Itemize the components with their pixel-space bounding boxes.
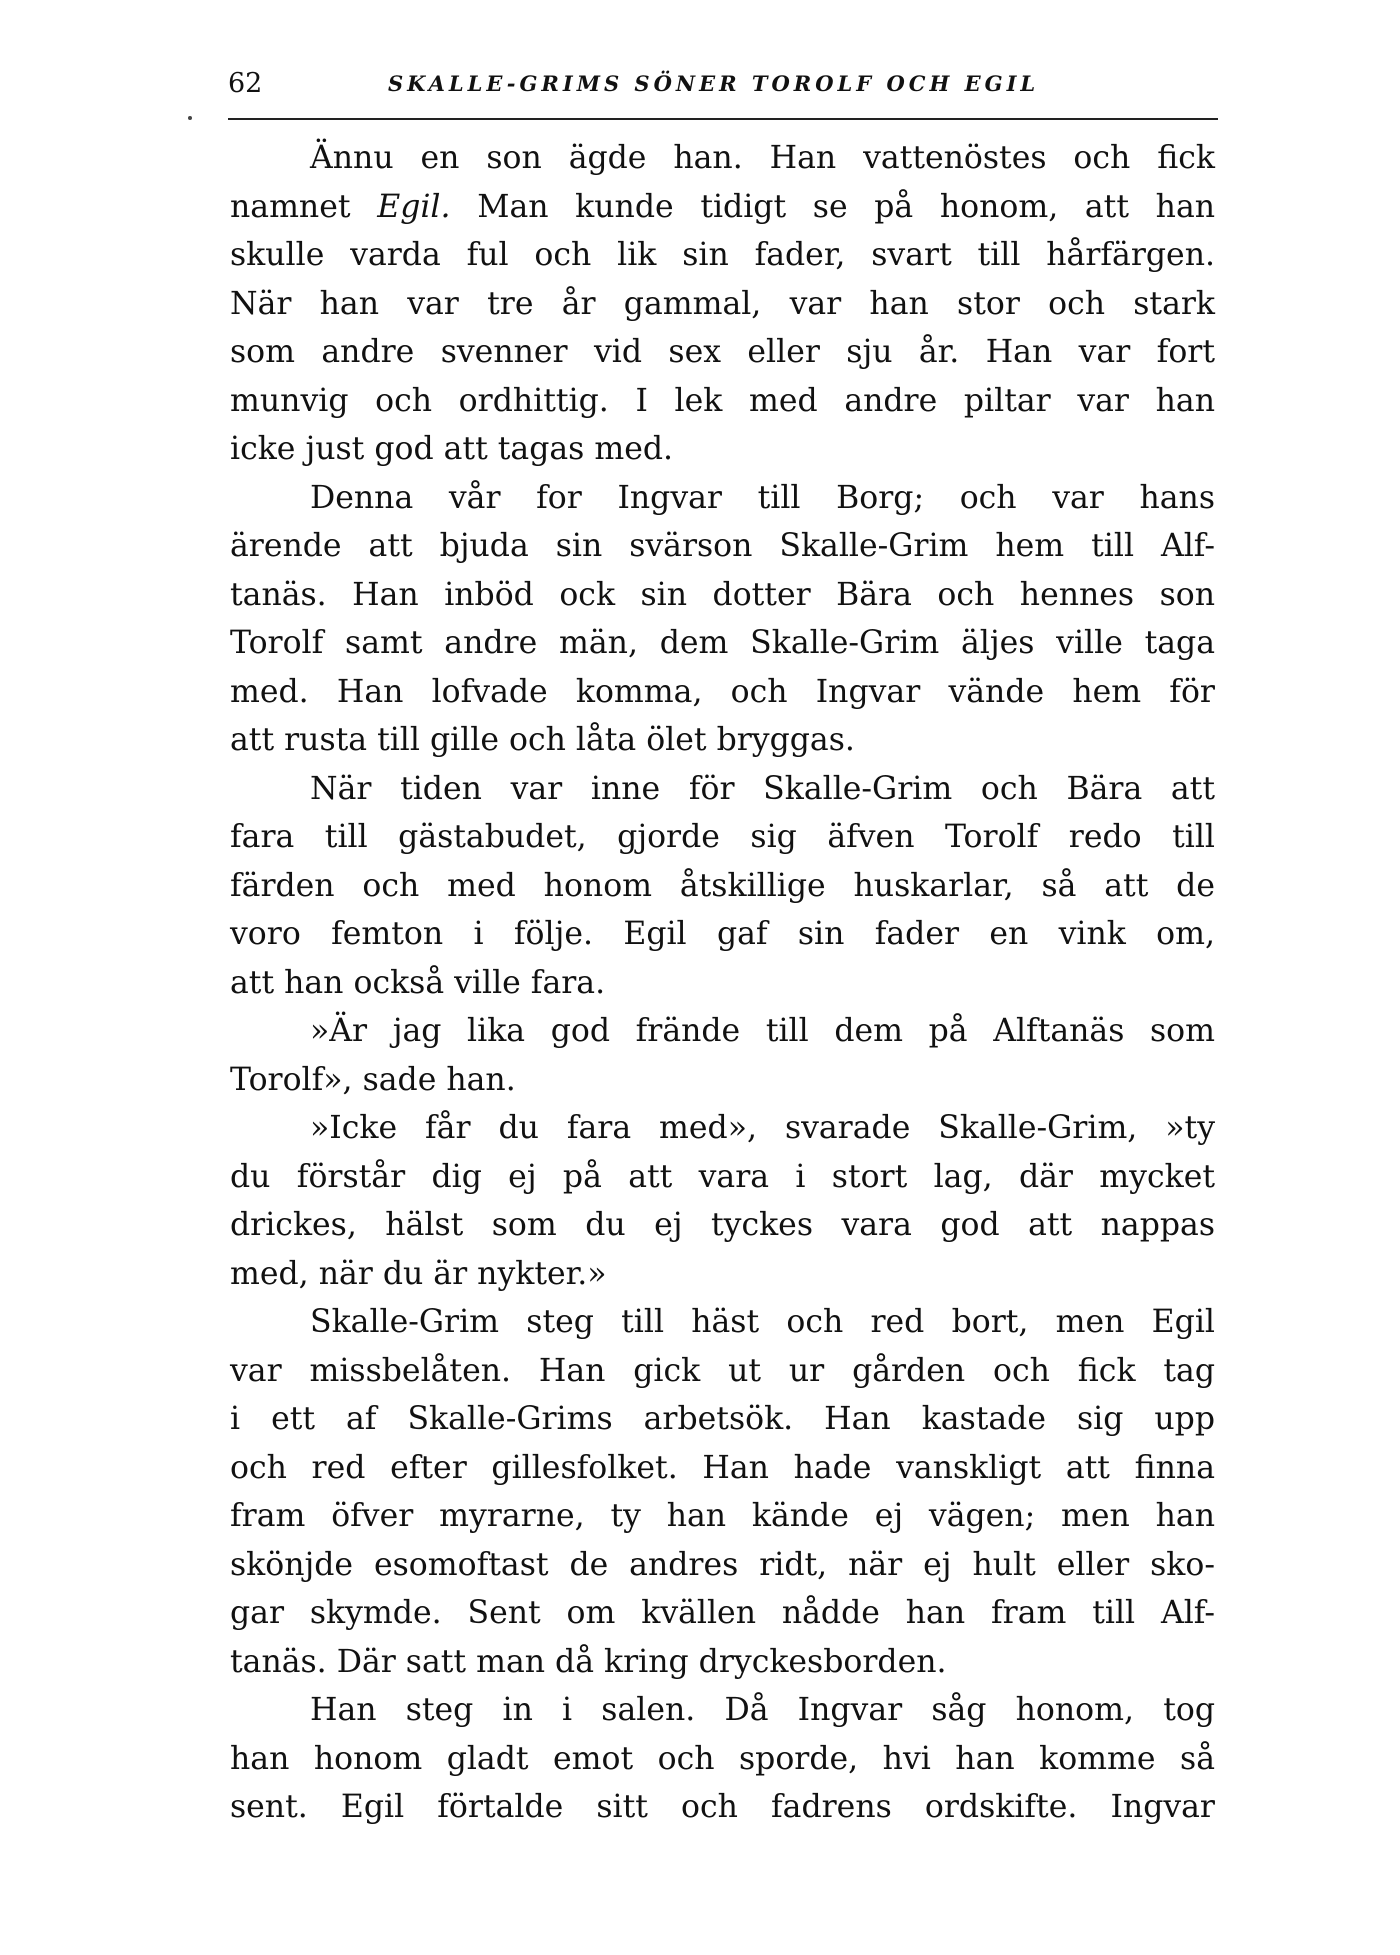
text-line: fara till gästabudet, gjorde sig äfven Torolf redo till [230, 819, 1215, 855]
text-segment: Man kunde tidigt se på honom, att han [477, 188, 1216, 225]
text-line: ärende att bjuda sin svärson Skalle-Grim hem till Alf- [230, 528, 1215, 564]
text-line: i ett af Skalle-Grims arbetsök. Han kastade sig upp [230, 1401, 1215, 1437]
running-head [228, 62, 1218, 106]
text-line: han honom gladt emot och sporde, hvi han komme så [230, 1740, 1215, 1777]
text-line: När tiden var inne för Skalle-Grim och Bära att [310, 770, 1215, 807]
italic-name: Egil. [377, 188, 451, 225]
text-line: gar skymde. Sent om kvällen nådde han fram till Alf- [230, 1595, 1215, 1631]
text-line: Han steg in i salen. Då Ingvar såg honom, tog [310, 1692, 1215, 1728]
text-line: du förstår dig ej på att vara i stort lag, där mycket [230, 1158, 1215, 1195]
margin-dot [188, 116, 192, 120]
text-line: med. Han lofvade komma, och Ingvar vände hem för [230, 673, 1215, 710]
text-line: Torolf», sade han. [230, 1061, 516, 1098]
text-line: skulle varda ful och lik sin fader, svart till hårfärgen. [230, 237, 1215, 273]
text-line: fram öfver myrarne, ty han kände ej vägen; men han [230, 1498, 1215, 1534]
text-line: drickes, hälst som du ej tyckes vara god att nappas [230, 1207, 1215, 1243]
text-line: var missbelåten. Han gick ut ur gården och fick tag [230, 1352, 1215, 1389]
text-segment: namnet [230, 188, 351, 225]
text-line: »Är jag lika god frände till dem på Alftanäs som [310, 1013, 1215, 1049]
page-number: 62 [228, 68, 263, 99]
text-line: och red efter gillesfolket. Han hade vanskligt att finna [230, 1449, 1215, 1486]
text-line: När han var tre år gammal, var han stor och stark [230, 285, 1215, 322]
text-line: med, när du är nykter.» [230, 1255, 607, 1292]
text-line: att han också ville fara. [230, 964, 606, 1001]
text-line: Torolf samt andre män, dem Skalle-Grim äljes ville taga [230, 625, 1215, 661]
text-line [230, 183, 1215, 232]
running-title: SKALLE-GRIMS SÖNER TOROLF OCH EGIL [388, 71, 1040, 96]
body-text [230, 134, 1215, 1832]
text-line: sent. Egil förtalde sitt och fadrens ordskifte. Ingvar [230, 1789, 1215, 1825]
text-line: munvig och ordhittig. I lek med andre piltar var han [230, 382, 1215, 419]
text-line: tanäs. Han inböd ock sin dotter Bära och hennes son [230, 576, 1215, 613]
text-line: Ännu en son ägde han. Han vattenöstes och fick [310, 140, 1215, 176]
text-line: Skalle-Grim steg till häst och red bort, men Egil [310, 1304, 1215, 1340]
header-rule [228, 118, 1218, 120]
text-line: att rusta till gille och låta ölet bryggas. [230, 722, 855, 758]
text-line: färden och med honom åtskillige huskarlar, så att de [230, 867, 1215, 904]
text-line: Denna vår for Ingvar till Borg; och var hans [310, 479, 1215, 516]
text-line: »Icke får du fara med», svarade Skalle-Grim, »ty [310, 1110, 1215, 1146]
text-line: skönjde esomoftast de andres ridt, när ej hult eller sko- [230, 1546, 1215, 1583]
text-line: voro femton i följe. Egil gaf sin fader en vink om, [230, 916, 1215, 952]
text-line: tanäs. Där satt man då kring dryckesborden. [230, 1643, 947, 1680]
text-line: som andre svenner vid sex eller sju år. Han var fort [230, 334, 1215, 370]
text-line: icke just god att tagas med. [230, 431, 674, 467]
